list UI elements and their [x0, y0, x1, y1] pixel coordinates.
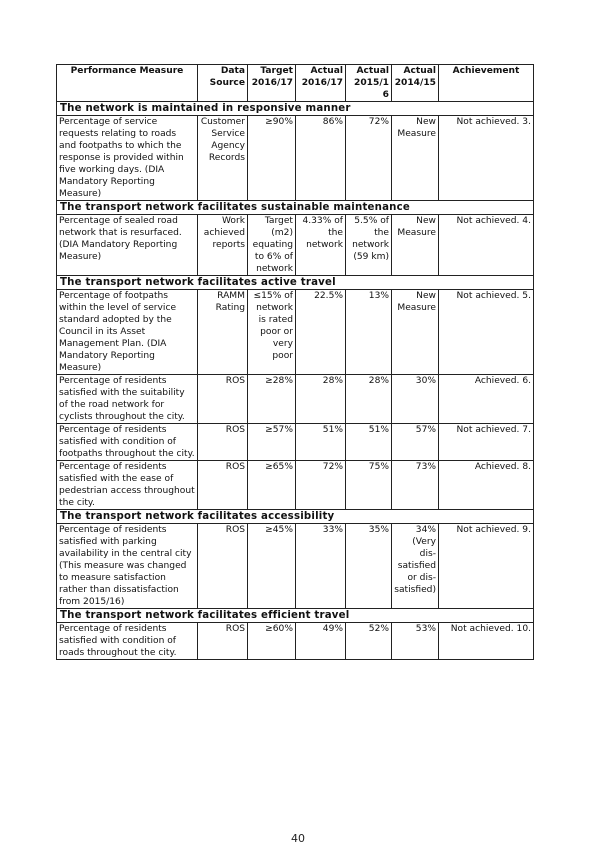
actual-2014-15-cell: New Measure: [392, 215, 439, 276]
actual-2015-16-cell: 13%: [346, 290, 392, 375]
target-cell: ≥90%: [248, 116, 296, 201]
actual-2016-17-cell: 72%: [296, 461, 346, 510]
table-row: [57, 424, 534, 461]
actual-2016-17-cell: 22.5%: [296, 290, 346, 375]
header-performance-measure: Performance Measure: [57, 65, 198, 102]
actual-2015-16-cell: 51%: [346, 424, 392, 461]
table-row: [57, 290, 534, 375]
section-title: The transport network facilitates active travel: [57, 276, 534, 290]
header-actual-2016-17: Actual 2016/17: [296, 65, 346, 102]
target-cell: ≥65%: [248, 461, 296, 510]
actual-2015-16-cell: 5.5% of the network (59 km): [346, 215, 392, 276]
table-row: [57, 623, 534, 660]
actual-2014-15-cell: 57%: [392, 424, 439, 461]
table-body: [57, 102, 534, 660]
actual-2015-16-cell: 52%: [346, 623, 392, 660]
data-source-cell: ROS: [198, 524, 248, 609]
measure-cell: Percentage of residents satisfied with parking availability in the central city (This measure was changed to measure satisfaction rather than dissatisfaction from 2015/16): [57, 524, 198, 609]
section-header-row: [57, 510, 534, 524]
table-row: [57, 375, 534, 424]
section-title: The transport network facilitates sustainable maintenance: [57, 201, 534, 215]
measure-cell: Percentage of residents satisfied with condition of footpaths throughout the city.: [57, 424, 198, 461]
page-number: 40: [291, 832, 305, 845]
measure-cell: Percentage of residents satisfied with condition of roads throughout the city.: [57, 623, 198, 660]
target-cell: ≥57%: [248, 424, 296, 461]
actual-2014-15-cell: New Measure: [392, 290, 439, 375]
section-header-row: [57, 609, 534, 623]
achievement-cell: Not achieved. 10.: [439, 623, 534, 660]
data-source-cell: Work achieved reports: [198, 215, 248, 276]
section-header-row: [57, 102, 534, 116]
achievement-cell: Achieved. 6.: [439, 375, 534, 424]
target-cell: ≥28%: [248, 375, 296, 424]
header-actual-2015-16: Actual 2015/16: [346, 65, 392, 102]
table-row: [57, 116, 534, 201]
table-row: [57, 215, 534, 276]
achievement-cell: Not achieved. 4.: [439, 215, 534, 276]
section-title: The network is maintained in responsive manner: [57, 102, 534, 116]
actual-2015-16-cell: 35%: [346, 524, 392, 609]
actual-2016-17-cell: 28%: [296, 375, 346, 424]
measure-cell: Percentage of footpaths within the level of service standard adopted by the Council in its Asset Management Plan. (DIA Mandatory Reporting Measure): [57, 290, 198, 375]
actual-2015-16-cell: 28%: [346, 375, 392, 424]
target-cell: ≥45%: [248, 524, 296, 609]
data-source-cell: Customer Service Agency Records: [198, 116, 248, 201]
measure-cell: Percentage of residents satisfied with the suitability of the road network for cyclists throughout the city.: [57, 375, 198, 424]
achievement-cell: Not achieved. 9.: [439, 524, 534, 609]
actual-2016-17-cell: 33%: [296, 524, 346, 609]
target-cell: ≤15% of network is rated poor or very poor: [248, 290, 296, 375]
table-row: [57, 524, 534, 609]
table-row: [57, 461, 534, 510]
header-actual-2014-15: Actual 2014/15: [392, 65, 439, 102]
data-source-cell: ROS: [198, 424, 248, 461]
measure-cell: Percentage of sealed road network that is resurfaced. (DIA Mandatory Reporting Measure): [57, 215, 198, 276]
achievement-cell: Not achieved. 7.: [439, 424, 534, 461]
actual-2014-15-cell: New Measure: [392, 116, 439, 201]
actual-2015-16-cell: 72%: [346, 116, 392, 201]
target-cell: Target (m2) equating to 6% of network: [248, 215, 296, 276]
data-source-cell: RAMM Rating: [198, 290, 248, 375]
data-source-cell: ROS: [198, 461, 248, 510]
performance-table: [56, 64, 534, 660]
target-cell: ≥60%: [248, 623, 296, 660]
measure-cell: Percentage of residents satisfied with the ease of pedestrian access throughout the city.: [57, 461, 198, 510]
actual-2014-15-cell: 53%: [392, 623, 439, 660]
measure-cell: Percentage of service requests relating to roads and footpaths to which the response is provided within five working days. (DIA Mandatory Reporting Measure): [57, 116, 198, 201]
achievement-cell: Not achieved. 3.: [439, 116, 534, 201]
section-header-row: [57, 201, 534, 215]
actual-2016-17-cell: 86%: [296, 116, 346, 201]
actual-2016-17-cell: 49%: [296, 623, 346, 660]
header-target: Target 2016/17: [248, 65, 296, 102]
achievement-cell: Not achieved. 5.: [439, 290, 534, 375]
achievement-cell: Achieved. 8.: [439, 461, 534, 510]
actual-2014-15-cell: 30%: [392, 375, 439, 424]
actual-2014-15-cell: 73%: [392, 461, 439, 510]
header-row: [57, 65, 534, 102]
actual-2015-16-cell: 75%: [346, 461, 392, 510]
section-title: The transport network facilitates accessibility: [57, 510, 534, 524]
actual-2014-15-cell: 34% (Very dis-satisfied or dis-satisfied): [392, 524, 439, 609]
section-title: The transport network facilitates efficient travel: [57, 609, 534, 623]
section-header-row: [57, 276, 534, 290]
actual-2016-17-cell: 4.33% of the network: [296, 215, 346, 276]
header-data-source: Data Source: [198, 65, 248, 102]
data-source-cell: ROS: [198, 375, 248, 424]
data-source-cell: ROS: [198, 623, 248, 660]
actual-2016-17-cell: 51%: [296, 424, 346, 461]
header-achievement: Achievement: [439, 65, 534, 102]
